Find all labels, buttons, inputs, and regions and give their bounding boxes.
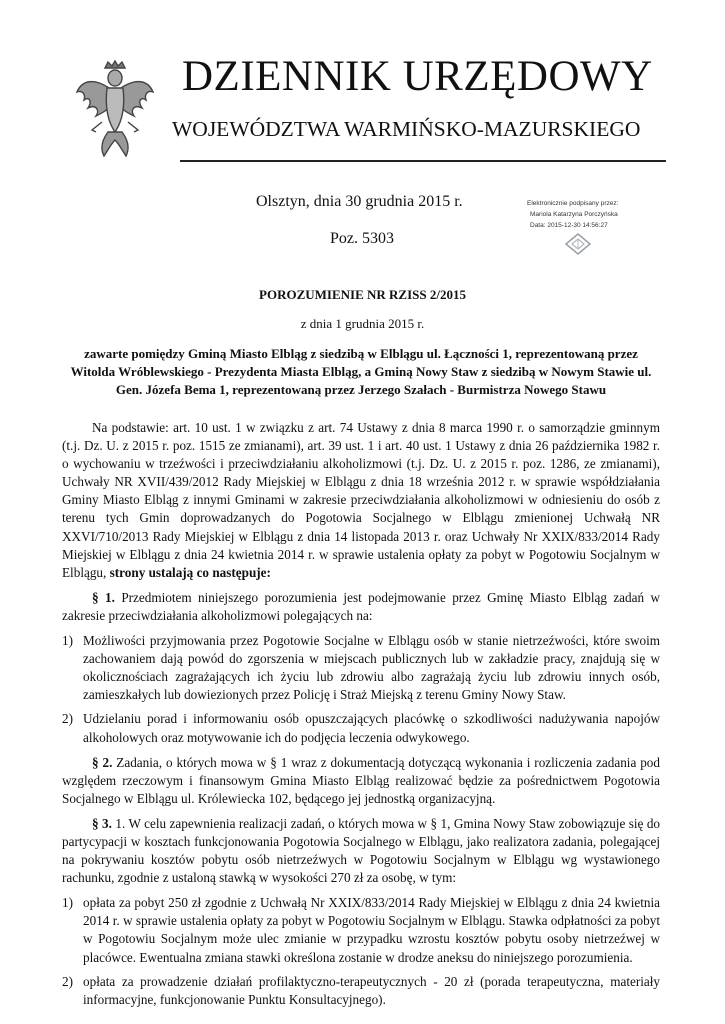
document-parties: zawarte pomiędzy Gminą Miasto Elbląg z siedzibą w Elblągu ul. Łączności 1, reprezentowaną przez Witolda Wróblewskiego - Prezydenta Miasta Elbląg, a Gminą Nowy Staw z siedzibą w Nowym Stawie ul. Gen. Józefa Bema 1, reprezentowaną przez Jerzego Szałach - Burmistrza Nowego Stawu	[70, 346, 652, 397]
position-number: Poz. 5303	[330, 230, 394, 247]
section-3-mark: § 3.	[92, 815, 112, 831]
list-item-number: 2)	[62, 973, 73, 989]
list-item-text: opłata za prowadzenie działań profilaktyczno-terapeutycznych - 20 zł (porada terapeutyczna, materiały informacyjne, funkcjonowanie Punktu Konsultacyjnego).	[83, 973, 660, 1007]
list-item	[62, 973, 660, 1009]
section-2-text: Zadania, o których mowa w § 1 wraz z dokumentacją dotyczącą wykonania i rozliczenia zadania pod względem rzeczowym i finansowym Gmina Miasto Elbląg realizować będzie za pośrednictwem Pogotowia Socjalnego w Elblągu ul. Królewiecka 102, będącego jej jednostką organizacyjną.	[62, 754, 660, 806]
list-item-number: 1)	[62, 633, 73, 649]
signature-label: Elektronicznie podpisany przez:	[527, 200, 619, 207]
list-item-number: 2)	[62, 711, 73, 727]
list-item	[62, 710, 660, 746]
eagle-emblem-icon	[74, 60, 156, 160]
masthead-divider	[180, 160, 666, 162]
section-2-mark: § 2.	[92, 754, 113, 770]
list-item-number: 1)	[62, 895, 73, 911]
signature-signer: Mariola Katarzyna Porczyńska	[530, 211, 618, 218]
signature-verification-icon	[563, 231, 593, 257]
document-date: z dnia 1 grudnia 2015 r.	[300, 316, 425, 331]
section-1-paragraph	[62, 589, 660, 625]
section-3-text: 1. W celu zapewnienia realizacji zadań, o których mowa w § 1, Gmina Nowy Staw zobowiązuje się do partycypacji w kosztach funkcjonowania Pogotowia Socjalnego w Elblągu, jako realizatora zadania, polegającej na pokrywaniu kosztów pobytu osób nietrzeźwych w Pogotowiu Socjalnym w Elblągu wg wystawionego rachunku, zgodnie z ustaloną stawką w wysokości 270 zł za osobę, w tym:	[62, 815, 661, 886]
preamble-conclusion: strony ustalają co następuje:	[109, 564, 271, 580]
electronic-signature	[527, 198, 677, 260]
section-3-list	[62, 894, 660, 1009]
document-body	[62, 419, 660, 1016]
masthead-title: DZIENNIK URZĘDOWY	[182, 53, 653, 100]
place-and-date: Olsztyn, dnia 30 grudnia 2015 r.	[256, 193, 463, 210]
section-3-paragraph	[62, 815, 660, 887]
section-1-mark: § 1.	[92, 589, 115, 605]
signature-date: Data: 2015-12-30 14:56:27	[530, 222, 608, 229]
document-title: POROZUMIENIE NR RZISS 2/2015	[259, 287, 466, 302]
preamble-text: Na podstawie: art. 10 ust. 1 w związku z art. 74 Ustawy z dnia 8 marca 1990 r. o samorządzie gminnym (t.j. Dz. U. z 2015 r. poz. 1515 ze zmianami), art. 39 ust. 1 i art. 40 ust. 1 Ustawy z dnia 26 października 1982 r. o wychowaniu w trzeźwości i przeciwdziałaniu alkoholizmowi (t.j. Dz. U. z 2015 r. poz. 1286, ze zmianami), Uchwały NR XVII/439/2012 Rady Miejskiej w Elblągu z dnia 18 września 2012 r. w sprawie współdziałania Gminy Miasto Elbląg z innymi Gminami w zakresie przeciwdziałania alkoholizmowi w odniesieniu do osób z terenu tych Gmin doprowadzanych do Pogotowia Socjalnego w Elblągu zmienionej Uchwałą NR XXVI/710/2013 Rady Miejskiej w Elblągu z dnia 14 listopada 2013 r. oraz Uchwały Nr XXIX/833/2014 Rady Miejskiej w Elblągu z dnia 24 kwietnia 2014 r. w sprawie ustalenia opłaty za pobyt w Pogotowiu Socjalnym w Elblągu,	[62, 420, 660, 580]
list-item	[62, 632, 660, 704]
section-2-paragraph	[62, 754, 660, 808]
section-1-text: Przedmiotem niniejszego porozumienia jest podejmowanie przez Gminę Miasto Elbląg zadań w zakresie przeciwdziałania alkoholizmowi polegających na:	[62, 589, 661, 623]
section-1-list	[62, 632, 660, 747]
list-item	[62, 894, 660, 966]
list-item-text: opłata za pobyt 250 zł zgodnie z Uchwałą Nr XXIX/833/2014 Rady Miejskiej w Elblągu z dnia 24 kwietnia 2014 r. w sprawie ustalenia opłaty za pobyt w Pogotowiu Socjalnym w Elblągu. Stawka odpłatności za pobyt w Pogotowiu Socjalnym może ulec zmianie w przypadku wzrostu kosztów pobytu osoby nietrzeźwej w placówce. Ewentualna zmiana stawki określona zostanie w drodze aneksu do niniejszego porozumienia.	[83, 895, 660, 965]
list-item-text: Udzielaniu porad i informowaniu osób opuszczających placówkę o szkodliwości nadużywania napojów alkoholowych oraz motywowanie ich do podjęcia leczenia odwykowego.	[83, 711, 660, 745]
list-item-text: Możliwości przyjmowania przez Pogotowie Socjalne w Elblągu osób w stanie nietrzeźwości, które swoim zachowaniem dają powód do zgorszenia w miejscach publicznych lub w zakładzie pracy, znajdują się w okolicznościach zagrażających ich życiu lub zdrowiu albo zagrażają życiu lub zdrowiu innych osób, zamieszkałych lub dowiezionych przez Policję i Straż Miejską z terenu Gminy Nowy Staw.	[83, 633, 660, 703]
preamble-paragraph	[62, 419, 660, 582]
masthead-subtitle: WOJEWÓDZTWA WARMIŃSKO-MAZURSKIEGO	[172, 117, 641, 141]
